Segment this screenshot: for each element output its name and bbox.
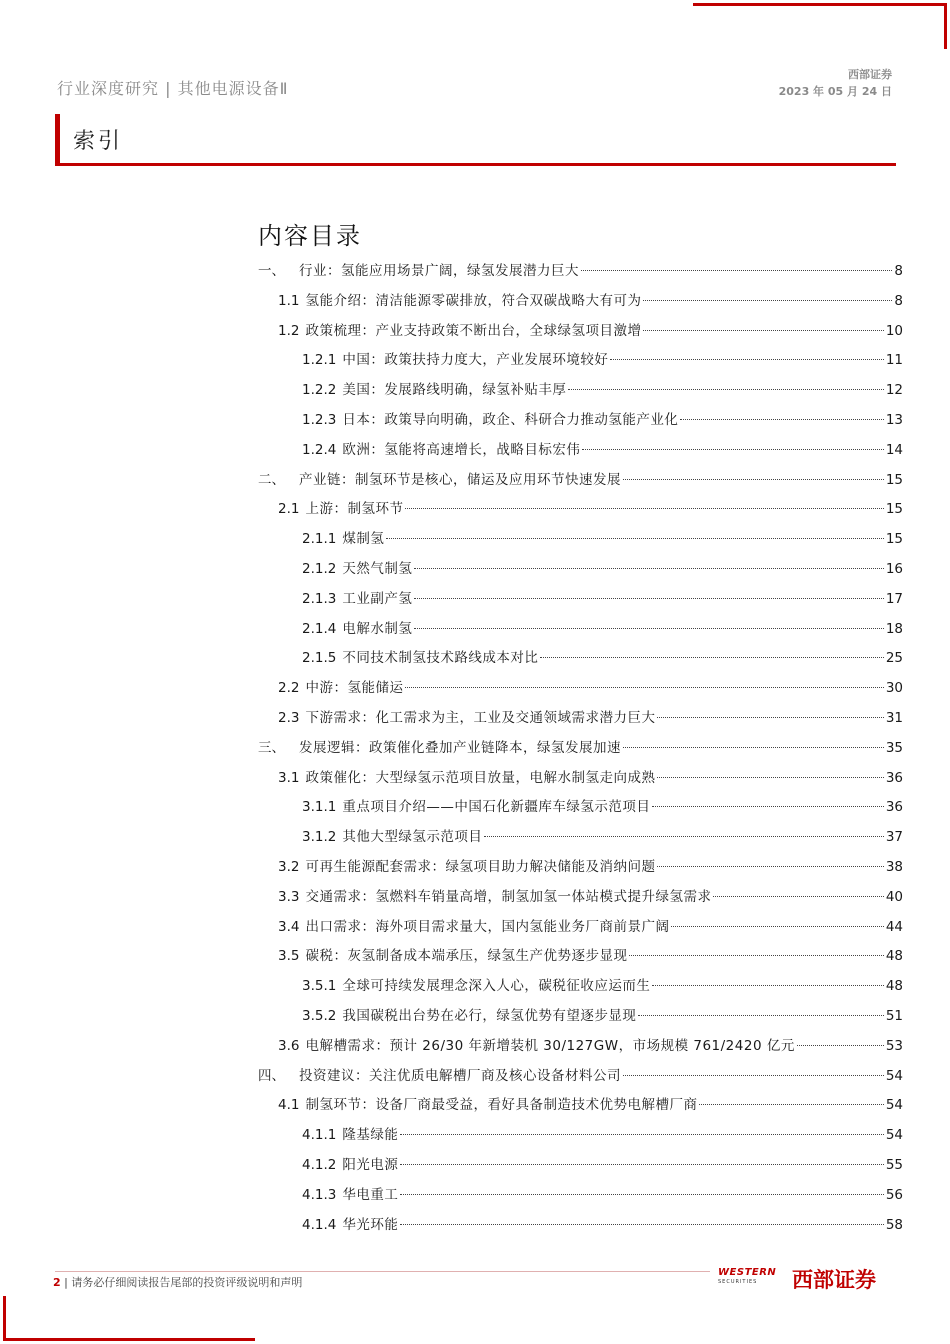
toc-entry[interactable] xyxy=(258,706,903,736)
toc-entry-page: 8 xyxy=(894,263,903,279)
toc-entry-title: 电解水制氢 xyxy=(342,620,413,637)
toc-entry-page: 40 xyxy=(885,888,903,905)
company-logo xyxy=(718,1262,900,1298)
section-marker xyxy=(55,114,60,166)
toc-entry[interactable] xyxy=(258,855,903,885)
toc-entry-title: 其他大型绿氢示范项目 xyxy=(342,829,483,846)
toc-entry-number: 2.3 xyxy=(278,709,300,726)
toc-entry-title: 碳税：灰氢制备成本端承压，绿氢生产优势逐步显现 xyxy=(305,948,628,965)
toc-entry-leader xyxy=(713,896,883,897)
toc-entry-number: 4.1.3 xyxy=(302,1186,337,1203)
toc-entry-page: 11 xyxy=(885,352,903,369)
toc-entry-number: 3.1.1 xyxy=(302,799,337,816)
toc-entry-page: 10 xyxy=(885,322,903,339)
toc-entry-leader xyxy=(623,1075,884,1076)
toc-entry-page: 55 xyxy=(885,1156,903,1173)
toc-entry-number: 2.1.4 xyxy=(302,620,337,637)
toc-entry-page: 58 xyxy=(885,1216,903,1233)
toc-entry-page: 53 xyxy=(885,1037,903,1054)
toc-entry-number: 4.1 xyxy=(278,1097,300,1114)
toc-entry-number: 二、 xyxy=(258,471,285,488)
toc-entry-leader xyxy=(657,777,883,778)
toc-entry[interactable] xyxy=(258,736,903,766)
toc-entry-number: 3.1.2 xyxy=(302,829,337,846)
toc-entry-number: 四、 xyxy=(258,1067,285,1084)
toc-entry[interactable] xyxy=(258,1153,903,1183)
toc-entry-leader xyxy=(652,806,883,807)
section-divider xyxy=(55,163,896,166)
toc-entry-leader xyxy=(405,687,883,688)
toc-entry-number: 4.1.1 xyxy=(302,1127,337,1144)
toc-entry-title: 美国：发展路线明确，绿氢补贴丰厚 xyxy=(342,382,567,399)
toc-entry-number: 2.1.1 xyxy=(302,531,337,548)
toc-entry-page: 15 xyxy=(885,531,903,548)
toc-entry-title: 中游：氢能储运 xyxy=(305,680,404,697)
footer xyxy=(53,1274,302,1290)
toc-entry-number: 2.1.3 xyxy=(302,590,337,607)
toc-entry-page: 15 xyxy=(885,471,903,488)
toc-entry-page: 18 xyxy=(885,620,903,637)
toc-entry-number: 2.1 xyxy=(278,501,300,518)
toc-entry-page: 48 xyxy=(885,978,903,995)
toc-entry[interactable] xyxy=(258,259,903,289)
toc-entry-title: 发展逻辑：政策催化叠加产业链降本，绿氢发展加速 xyxy=(299,739,621,756)
toc-entry[interactable] xyxy=(258,557,903,587)
toc-entry-title: 重点项目介绍——中国石化新疆库车绿氢示范项目 xyxy=(342,799,651,816)
toc-entry[interactable] xyxy=(258,646,903,676)
toc-entry-title: 隆基绿能 xyxy=(342,1127,399,1144)
toc-entry-leader xyxy=(414,628,883,629)
toc-entry-title: 工业副产氢 xyxy=(342,590,413,607)
toc-entry-leader xyxy=(581,270,892,271)
toc-entry[interactable] xyxy=(258,617,903,647)
toc-entry-title: 全球可持续发展理念深入人心，碳税征收应运而生 xyxy=(342,978,651,995)
toc-entry-leader xyxy=(400,1224,883,1225)
toc-entry-page: 8 xyxy=(894,292,903,309)
toc-entry-page: 56 xyxy=(885,1186,903,1203)
toc-entry[interactable] xyxy=(258,1034,903,1064)
toc-entry-page: 36 xyxy=(885,799,903,816)
toc-entry-page: 25 xyxy=(885,650,903,667)
toc-entry-leader xyxy=(400,1134,883,1135)
toc-entry-title: 下游需求：化工需求为主，工业及交通领域需求潜力巨大 xyxy=(305,709,656,726)
toc-entry-title: 交通需求：氢燃料车销量高增，制氢加氢一体站模式提升绿氢需求 xyxy=(305,888,712,905)
toc-entry-page: 31 xyxy=(885,709,903,726)
toc-entry[interactable] xyxy=(258,944,903,974)
toc-entry-page: 37 xyxy=(885,829,903,846)
logo-chinese-name: 西部证券 xyxy=(792,1268,876,1292)
toc-entry-title: 可再生能源配套需求：绿氢项目助力解决储能及消纳问题 xyxy=(305,858,656,875)
toc-entry-leader xyxy=(680,419,883,420)
toc-entry-number: 1.2.4 xyxy=(302,441,337,458)
toc-entry-leader xyxy=(623,747,884,748)
toc-entry-page: 54 xyxy=(885,1067,903,1084)
toc-entry-title: 华光环能 xyxy=(342,1216,399,1233)
toc-entry-number: 1.2 xyxy=(278,322,300,339)
toc-entry-number: 3.5.2 xyxy=(302,1007,337,1024)
toc-entry-number: 2.2 xyxy=(278,680,300,697)
toc-entry-page: 54 xyxy=(885,1127,903,1144)
toc-entry[interactable] xyxy=(258,766,903,796)
toc-entry-number: 4.1.2 xyxy=(302,1156,337,1173)
toc-entry-number: 3.5.1 xyxy=(302,978,337,995)
toc-entry-title: 制氢环节：设备厂商最受益，看好具备制造技术优势电解槽厂商 xyxy=(305,1097,698,1114)
toc-entry[interactable] xyxy=(258,915,903,945)
toc-entry[interactable] xyxy=(258,676,903,706)
footer-separator: | xyxy=(64,1276,68,1289)
toc-entry[interactable] xyxy=(258,319,903,349)
toc-entry-leader xyxy=(414,568,883,569)
toc-entry-leader xyxy=(400,1194,883,1195)
toc-entry-page: 48 xyxy=(885,948,903,965)
toc-entry-page: 30 xyxy=(885,680,903,697)
toc-entry-title: 上游：制氢环节 xyxy=(305,501,404,518)
toc-entry-title: 阳光电源 xyxy=(342,1156,399,1173)
toc-entry-title: 天然气制氢 xyxy=(342,560,413,577)
toc-entry-page: 17 xyxy=(885,590,903,607)
toc-entry-title: 中国：政策扶持力度大，产业发展环境较好 xyxy=(342,352,609,369)
toc-entry-title: 不同技术制氢技术路线成本对比 xyxy=(342,650,539,667)
toc-entry[interactable] xyxy=(258,1064,903,1094)
toc-entry-leader xyxy=(568,389,883,390)
toc-entry-page: 54 xyxy=(885,1097,903,1114)
toc-entry-leader xyxy=(652,985,883,986)
toc-entry-title: 行业：氢能应用场景广阔，绿氢发展潜力巨大 xyxy=(299,263,579,279)
toc-entry-leader xyxy=(699,1104,883,1105)
corner-accent-top-horizontal xyxy=(693,3,947,6)
toc-entry-number: 3.4 xyxy=(278,918,300,935)
table-of-contents xyxy=(258,259,903,1242)
toc-entry-leader xyxy=(405,508,883,509)
toc-entry-title: 氢能介绍：清洁能源零碳排放，符合双碳战略大有可为 xyxy=(305,292,642,309)
toc-entry[interactable] xyxy=(258,974,903,1004)
toc-entry-page: 38 xyxy=(885,858,903,875)
corner-accent-bottom-horizontal xyxy=(3,1338,255,1341)
footer-divider xyxy=(55,1271,710,1272)
toc-entry[interactable] xyxy=(258,378,903,408)
toc-entry[interactable] xyxy=(258,1183,903,1213)
toc-entry-page: 36 xyxy=(885,769,903,786)
toc-entry[interactable] xyxy=(258,468,903,498)
corner-accent-top-vertical xyxy=(944,3,947,49)
toc-entry-number: 3.2 xyxy=(278,858,300,875)
toc-entry-title: 政策催化：大型绿氢示范项目放量，电解水制氢走向成熟 xyxy=(305,769,656,786)
corner-accent-bottom-vertical xyxy=(3,1296,6,1341)
toc-entry-leader xyxy=(400,1164,883,1165)
toc-entry-leader xyxy=(540,657,883,658)
toc-entry-title: 政策梳理：产业支持政策不断出台，全球绿氢项目激增 xyxy=(305,322,642,339)
toc-entry[interactable] xyxy=(258,408,903,438)
toc-entry-leader xyxy=(797,1045,884,1046)
toc-entry-page: 12 xyxy=(885,382,903,399)
toc-entry[interactable] xyxy=(258,587,903,617)
toc-entry-number: 一、 xyxy=(258,263,285,279)
toc-entry-page: 14 xyxy=(885,441,903,458)
toc-entry-title: 欧洲：氢能将高速增长，战略目标宏伟 xyxy=(342,441,581,458)
toc-entry-page: 44 xyxy=(885,918,903,935)
toc-entry-number: 1.2.1 xyxy=(302,352,337,369)
toc-entry-leader xyxy=(484,836,883,837)
toc-entry-title: 我国碳税出台势在必行，绿氢优势有望逐步显现 xyxy=(342,1007,637,1024)
toc-entry[interactable] xyxy=(258,527,903,557)
toc-title: 内容目录 xyxy=(258,222,362,250)
toc-entry[interactable] xyxy=(258,348,903,378)
toc-entry-title: 华电重工 xyxy=(342,1186,399,1203)
toc-entry[interactable] xyxy=(258,497,903,527)
logo-english xyxy=(718,1267,790,1297)
toc-entry-page: 15 xyxy=(885,501,903,518)
toc-entry-page: 35 xyxy=(885,739,903,756)
toc-entry-number: 1.1 xyxy=(278,292,300,309)
toc-entry-number: 3.3 xyxy=(278,888,300,905)
toc-entry-leader xyxy=(657,717,883,718)
toc-entry-number: 3.1 xyxy=(278,769,300,786)
toc-entry[interactable] xyxy=(258,289,903,319)
toc-entry[interactable] xyxy=(258,1123,903,1153)
toc-entry[interactable] xyxy=(258,1093,903,1123)
toc-entry-number: 2.1.5 xyxy=(302,650,337,667)
toc-entry-page: 13 xyxy=(885,411,903,428)
toc-entry-leader xyxy=(386,538,883,539)
toc-entry-leader xyxy=(623,479,884,480)
header-brand: 西部证券 xyxy=(848,68,892,81)
logo-english-name: WESTERN xyxy=(718,1267,777,1278)
toc-entry-title: 投资建议：关注优质电解槽厂商及核心设备材料公司 xyxy=(299,1067,621,1084)
toc-entry-title: 煤制氢 xyxy=(342,531,385,548)
toc-entry[interactable] xyxy=(258,885,903,915)
toc-entry-leader xyxy=(582,449,883,450)
page-number: 2 xyxy=(53,1276,61,1289)
toc-entry-title: 产业链：制氢环节是核心，储运及应用环节快速发展 xyxy=(299,471,621,488)
footer-disclaimer: 请务必仔细阅读报告尾部的投资评级说明和声明 xyxy=(71,1276,303,1289)
section-title: 索引 xyxy=(73,129,124,154)
toc-entry-leader xyxy=(610,359,883,360)
toc-entry-title: 出口需求：海外项目需求量大，国内氢能业务厂商前景广阔 xyxy=(305,918,670,935)
toc-entry[interactable] xyxy=(258,795,903,825)
toc-entry-number: 3.5 xyxy=(278,948,300,965)
toc-entry-leader xyxy=(643,330,883,331)
toc-entry-number: 3.6 xyxy=(278,1037,300,1054)
toc-entry-number: 三、 xyxy=(258,739,285,756)
toc-entry-number: 2.1.2 xyxy=(302,560,337,577)
toc-entry-title: 日本：政策导向明确，政企、科研合力推动氢能产业化 xyxy=(342,411,679,428)
toc-entry-leader xyxy=(414,598,883,599)
toc-entry[interactable] xyxy=(258,825,903,855)
toc-entry-leader xyxy=(671,926,883,927)
toc-entry-page: 16 xyxy=(885,560,903,577)
toc-entry-leader xyxy=(657,866,883,867)
toc-entry-leader xyxy=(643,300,892,301)
toc-entry-number: 1.2.3 xyxy=(302,411,337,428)
toc-entry-number: 4.1.4 xyxy=(302,1216,337,1233)
logo-english-sub: SECURITIES xyxy=(718,1279,758,1285)
toc-entry-number: 1.2.2 xyxy=(302,382,337,399)
report-date: 2023 年 05 月 24 日 xyxy=(778,85,892,98)
report-category: 行业深度研究 | 其他电源设备Ⅱ xyxy=(57,79,289,98)
toc-entry-title: 电解槽需求：预计 26/30 年新增装机 30/127GW，市场规模 761/2420 亿元 xyxy=(305,1037,795,1054)
toc-entry[interactable] xyxy=(258,1004,903,1034)
toc-entry-leader xyxy=(638,1015,883,1016)
toc-entry-leader xyxy=(629,955,883,956)
toc-entry[interactable] xyxy=(258,438,903,468)
toc-entry[interactable] xyxy=(258,1213,903,1243)
toc-entry-page: 51 xyxy=(885,1007,903,1024)
